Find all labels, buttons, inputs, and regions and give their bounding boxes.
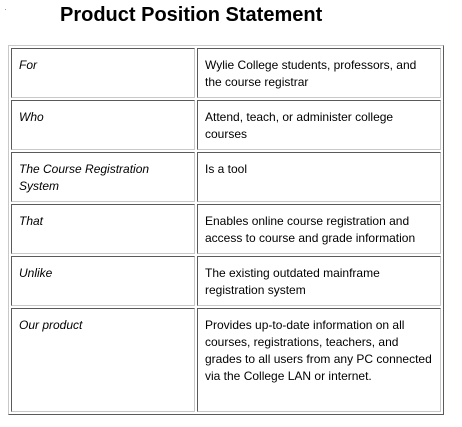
row-label: Unlike [11,256,195,306]
row-label: Who [11,100,195,150]
row-value: Attend, teach, or administer college courses [197,100,441,150]
row-value: The existing outdated mainframe registration system [197,256,441,306]
row-label: For [11,48,195,98]
row-label: That [11,204,195,254]
row-value: Is a tool [197,152,441,202]
table-row [11,48,441,98]
position-statement-table [8,45,444,415]
table-row [11,204,441,254]
row-value: Provides up-to-date information on all courses, registrations, teachers, and grades to all users from any PC connected via the College LAN or internet. [197,308,441,412]
page-title: Product Position Statement [60,4,323,26]
row-value: Enables online course registration and access to course and grade information [197,204,441,254]
table-row [11,256,441,306]
stray-dot [5,9,6,10]
table-row [11,308,441,412]
table-row [11,152,441,202]
row-label: The Course Registration System [11,152,195,202]
table-row [11,100,441,150]
row-value: Wylie College students, professors, and the course registrar [197,48,441,98]
row-label: Our product [11,308,195,412]
